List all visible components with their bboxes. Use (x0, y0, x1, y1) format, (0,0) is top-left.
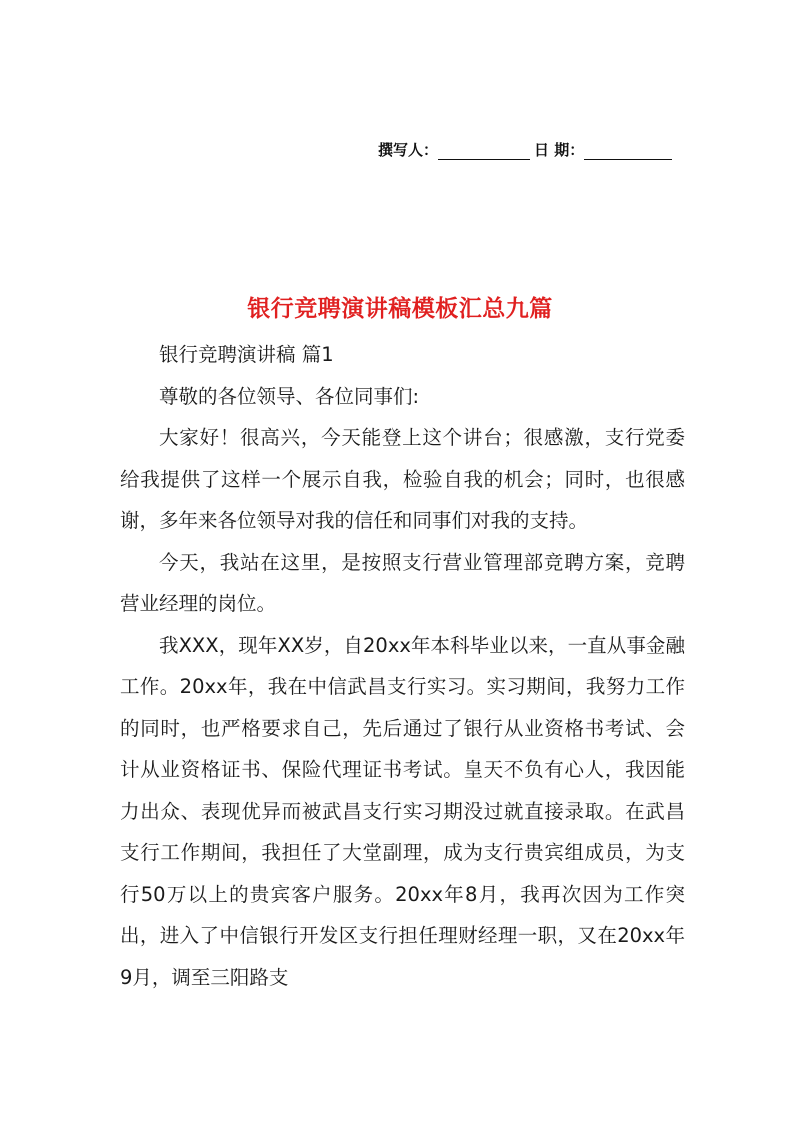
document-body (120, 334, 685, 998)
date-label: 日 期： (534, 141, 585, 159)
section-heading: 银行竞聘演讲稿 篇1 (159, 343, 334, 366)
paragraph: 大家好！很高兴，今天能登上这个讲台；很感激，支行党委给我提供了这样一个展示自我，检验自我的机会；同时，也很感谢，多年来各位领导对我的信任和同事们对我的支持。 (120, 426, 685, 532)
document-header (378, 140, 672, 160)
author-blank-line (438, 145, 530, 160)
paragraph: 今天，我站在这里，是按照支行营业管理部竞聘方案，竞聘营业经理的岗位。 (120, 550, 685, 615)
paragraph: 我XXX，现年XX岁，自20xx年本科毕业以来，一直从事金融工作。20xx年，我在中信武昌支行实习。实习期间，我努力工作的同时，也严格要求自己，先后通过了银行从业资格书考试、会计从业资格证书、保险代理证书考试。皇天不负有心人，我因能力出众、表现优异而被武昌支行实习期没过就直接录取。在武昌支行工作期间，我担任了大堂副理，成为支行贵宾组成员，为支行50万以上的贵宾客户服务。20xx年8月，我再次因为工作突出，进入了中信银行开发区支行担任理财经理一职，又在20xx年9月，调至三阳路支 (120, 633, 685, 989)
document-title: 银行竞聘演讲稿模板汇总九篇 (247, 295, 553, 322)
author-label: 撰写人： (378, 141, 439, 159)
date-blank-line (584, 145, 672, 160)
salutation: 尊敬的各位领导、各位同事们: (159, 384, 420, 408)
